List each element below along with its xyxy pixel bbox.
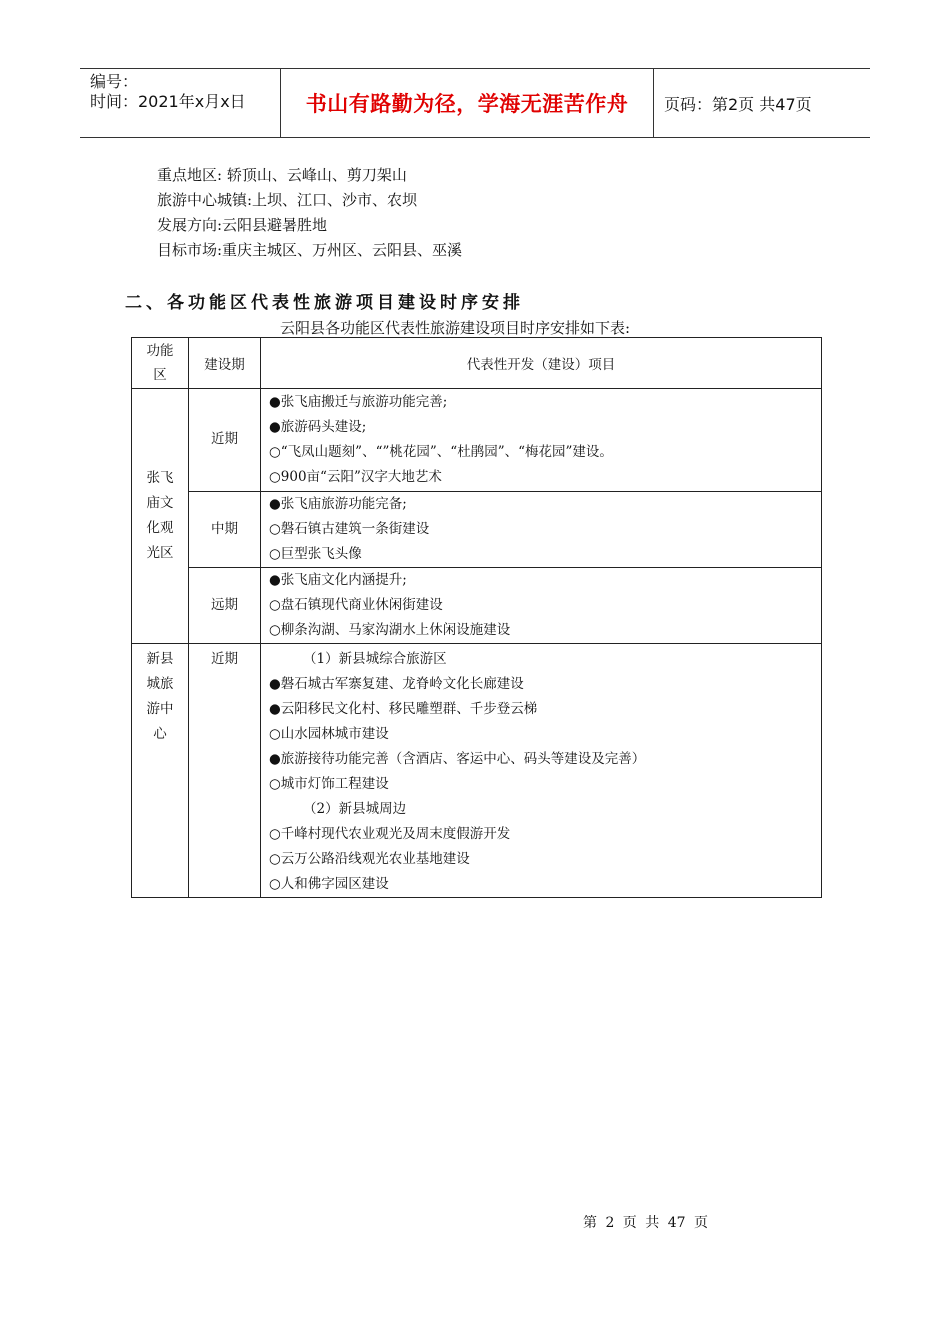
table-row bbox=[132, 644, 822, 898]
motto: 书山有路勤为径，学海无涯苦作舟 bbox=[305, 92, 629, 116]
period-cell: 近期 bbox=[189, 389, 261, 492]
number-label: 编号： bbox=[90, 72, 139, 91]
list-item: ●张飞庙旅游功能完备; bbox=[269, 496, 407, 512]
date-label: 时间：2021年x月x日 bbox=[90, 92, 246, 111]
list-item: ○城市灯饰工程建设 bbox=[269, 776, 389, 792]
header-projects: 代表性开发（建设）项目 bbox=[261, 338, 822, 389]
page-footer: 第 2 页 共 47 页 bbox=[583, 1215, 708, 1231]
table-caption: 云阳县各功能区代表性旅游建设项目时序安排如下表: bbox=[280, 319, 631, 337]
table-row bbox=[132, 492, 822, 568]
list-item: ●磐石城古军寨复建、龙脊岭文化长廊建设 bbox=[269, 676, 524, 692]
zone-name: 张飞庙文化观光区 bbox=[146, 470, 174, 561]
header-page-cell bbox=[654, 69, 870, 137]
list-item: ○盘石镇现代商业休闲街建设 bbox=[269, 597, 443, 613]
list-item: ○千峰村现代农业观光及周末度假游开发 bbox=[269, 826, 511, 842]
list-item: ○900亩“云阳”汉字大地艺术 bbox=[269, 469, 442, 485]
list-item: ○云万公路沿线观光农业基地建设 bbox=[269, 851, 470, 867]
list-item: ○“飞凤山题刻”、“”桃花园”、“杜鹃园”、“梅花园”建设。 bbox=[269, 444, 613, 460]
subheading: （1）新县城综合旅游区 bbox=[303, 651, 447, 667]
page-header bbox=[80, 68, 870, 138]
list-item: ●旅游接待功能完善（含酒店、客运中心、码头等建设及完善） bbox=[269, 751, 646, 767]
list-item: ○巨型张飞头像 bbox=[269, 546, 362, 562]
info-towns: 旅游中心城镇:上坝、江口、沙市、农坝 bbox=[157, 191, 418, 209]
schedule-table bbox=[131, 337, 822, 898]
subheading: （2）新县城周边 bbox=[303, 801, 407, 817]
section-title: 二、各功能区代表性旅游项目建设时序安排 bbox=[125, 293, 524, 313]
list-item: ○磐石镇古建筑一条街建设 bbox=[269, 521, 430, 537]
projects-cell bbox=[261, 568, 822, 644]
projects-cell bbox=[261, 389, 822, 492]
list-item: ●张飞庙文化内涵提升; bbox=[269, 572, 407, 588]
list-item: ●旅游码头建设; bbox=[269, 419, 367, 435]
zone-name: 新县城旅游中心 bbox=[146, 651, 174, 742]
header-period: 建设期 bbox=[189, 338, 261, 389]
period-cell: 远期 bbox=[189, 568, 261, 644]
header-meta bbox=[80, 69, 281, 137]
period-cell: 中期 bbox=[189, 492, 261, 568]
zone-cell bbox=[132, 644, 189, 898]
page-info: 页码：第2页 共47页 bbox=[664, 94, 812, 114]
list-item: ○山水园林城市建设 bbox=[269, 726, 389, 742]
table-row bbox=[132, 389, 822, 492]
table-header-row bbox=[132, 338, 822, 389]
info-direction: 发展方向:云阳县避暑胜地 bbox=[157, 216, 328, 234]
info-market: 目标市场:重庆主城区、万州区、云阳县、巫溪 bbox=[157, 241, 463, 259]
header-zone: 功能区 bbox=[132, 338, 189, 389]
header-motto-cell bbox=[281, 69, 654, 137]
list-item: ○人和佛字园区建设 bbox=[269, 876, 389, 892]
period-cell: 近期 bbox=[189, 644, 261, 898]
projects-cell bbox=[261, 492, 822, 568]
projects-cell bbox=[261, 644, 822, 898]
zone-cell bbox=[132, 389, 189, 644]
list-item: ●云阳移民文化村、移民雕塑群、千步登云梯 bbox=[269, 701, 538, 717]
list-item: ○柳条沟湖、马家沟湖水上休闲设施建设 bbox=[269, 622, 511, 638]
table-row bbox=[132, 568, 822, 644]
list-item: ●张飞庙搬迁与旅游功能完善; bbox=[269, 394, 448, 410]
info-key-areas: 重点地区: 轿顶山、云峰山、剪刀架山 bbox=[157, 166, 407, 184]
